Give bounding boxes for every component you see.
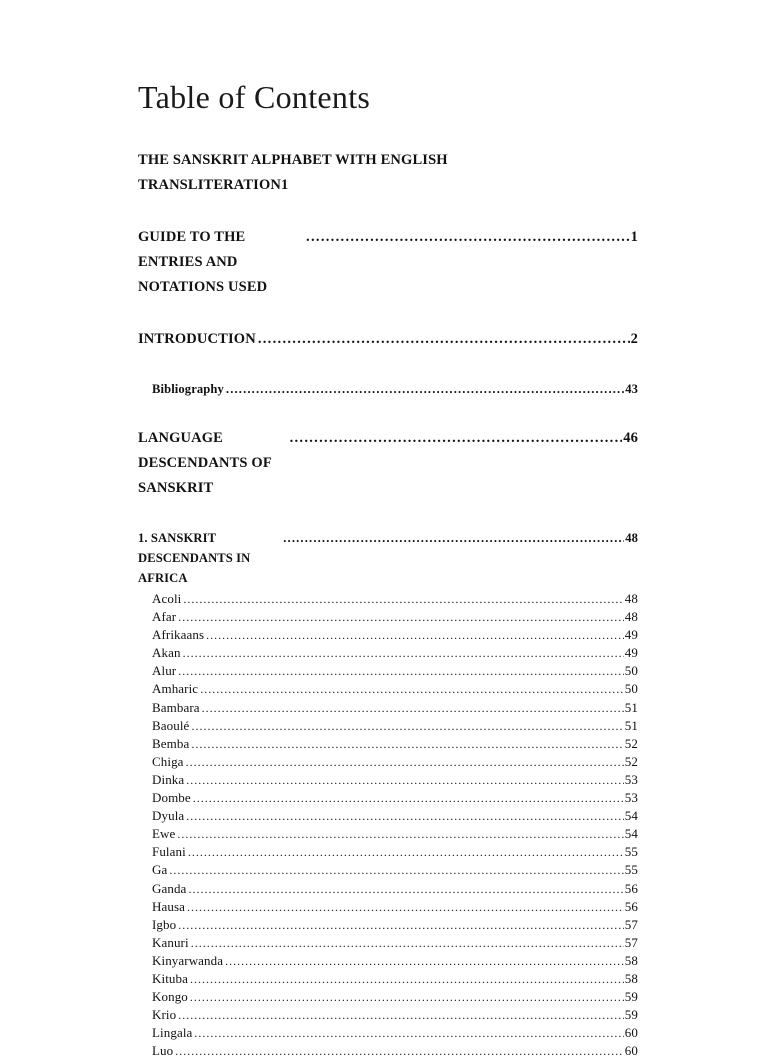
toc-entry-acoli[interactable] <box>152 590 638 608</box>
toc-entry-page-number: 53 <box>624 790 638 806</box>
toc-entry-list <box>138 148 638 1060</box>
dot-leader <box>202 700 624 717</box>
toc-entry-page-number: 58 <box>624 952 638 968</box>
toc-entry-page-number: 60 <box>624 1025 638 1041</box>
dot-leader <box>186 772 624 789</box>
dot-leader <box>178 1007 624 1024</box>
dot-leader <box>169 862 623 879</box>
dot-leader <box>191 736 623 753</box>
dot-leader <box>193 790 624 807</box>
toc-entry-dyula[interactable] <box>152 807 638 825</box>
toc-entry-igbo[interactable] <box>152 916 638 934</box>
toc-entry-label: Hausa <box>152 898 185 914</box>
toc-entry-label: Kituba <box>152 970 188 986</box>
dot-leader <box>188 844 624 861</box>
toc-entry-kituba[interactable] <box>152 970 638 988</box>
toc-entry-page-number: 49 <box>624 627 638 643</box>
dot-leader <box>258 327 630 352</box>
dot-leader <box>178 663 624 680</box>
toc-entry-page-number: 43 <box>625 382 638 396</box>
dot-leader <box>191 718 623 735</box>
toc-entry-page-number: 48 <box>624 609 638 625</box>
toc-entry-page-number: 57 <box>624 916 638 932</box>
toc-entry-alur[interactable] <box>152 662 638 680</box>
toc-entry-label: Ewe <box>152 826 176 842</box>
toc-entry-page-number: 57 <box>624 934 638 950</box>
toc-entry-bibliography[interactable] <box>152 379 638 399</box>
dot-leader <box>178 917 624 934</box>
toc-entry-line2 <box>138 173 638 198</box>
toc-entry-label: Krio <box>152 1007 177 1023</box>
toc-entry-bemba[interactable] <box>152 735 638 753</box>
toc-entry-page-number: 48 <box>624 591 638 606</box>
dot-leader <box>191 935 624 952</box>
dot-leader <box>306 225 630 250</box>
toc-entry-label: Dyula <box>152 808 185 824</box>
toc-entry-page-number: 50 <box>624 663 638 679</box>
toc-entry-chiga[interactable] <box>152 753 638 771</box>
toc-entry-label: INTRODUCTION <box>138 331 256 347</box>
dot-leader <box>226 379 624 399</box>
toc-entry-page-number: 59 <box>624 989 638 1005</box>
toc-entry-page-number: 59 <box>624 1007 638 1023</box>
toc-entry-label: 1. SANSKRIT DESCENDANTS IN AFRICA <box>138 531 253 585</box>
toc-entry-bambara[interactable] <box>152 699 638 717</box>
dot-leader <box>206 627 624 644</box>
toc-entry-luo[interactable] <box>152 1042 638 1060</box>
dot-leader <box>194 1025 623 1042</box>
toc-entry-baoule[interactable] <box>152 717 638 735</box>
toc-entry-akan[interactable] <box>152 644 638 662</box>
toc-entry-label: Dombe <box>152 790 191 806</box>
toc-entry-label: Baoulé <box>152 717 190 733</box>
toc-entry-label: Bemba <box>152 735 190 751</box>
page-title: Table of Contents <box>138 79 371 115</box>
toc-entry-page-number: 56 <box>624 898 638 914</box>
toc-entry-page-number: 51 <box>624 699 638 715</box>
toc-entry-label: Fulani <box>152 844 186 860</box>
toc-entry-ewe[interactable] <box>152 825 638 843</box>
toc-entry-label: Bibliography <box>152 382 224 396</box>
toc-entry-ga[interactable] <box>152 861 638 879</box>
toc-entry-page-number: 2 <box>630 331 638 347</box>
toc-entry-label: Akan <box>152 645 181 661</box>
dot-leader <box>187 899 624 916</box>
dot-leader <box>290 426 623 451</box>
dot-leader <box>183 591 623 608</box>
dot-leader <box>200 681 624 698</box>
dot-leader <box>175 1043 624 1060</box>
dot-leader <box>190 971 624 988</box>
toc-entry-page-number: 46 <box>623 430 638 446</box>
toc-entry-label: Alur <box>152 663 177 679</box>
toc-entry-label: Luo <box>152 1043 174 1059</box>
dot-leader <box>178 609 624 626</box>
toc-entry-label: LANGUAGE DESCENDANTS OF SANSKRIT <box>138 430 276 496</box>
toc-entry-label-cont: TRANSLITERATION <box>138 177 281 193</box>
toc-entry-label: THE SANSKRIT ALPHABET WITH ENGLISH <box>138 152 448 168</box>
toc-entry-page-number: 52 <box>624 735 638 751</box>
toc-entry-label: GUIDE TO THE ENTRIES AND NOTATIONS USED <box>138 229 268 295</box>
toc-content <box>138 78 638 1060</box>
toc-entry-page-number: 51 <box>624 717 638 733</box>
dot-leader <box>177 826 623 843</box>
toc-entry-afar[interactable] <box>152 608 638 626</box>
toc-entry-label: Amharic <box>152 681 199 697</box>
dot-leader <box>186 754 624 771</box>
toc-entry-label: Acoli <box>152 591 182 606</box>
toc-entry-krio[interactable] <box>152 1006 638 1024</box>
dot-leader <box>188 881 623 898</box>
dot-leader <box>283 528 624 548</box>
toc-entry-kongo[interactable] <box>152 988 638 1006</box>
toc-entry-kinyarwanda[interactable] <box>152 952 638 970</box>
toc-entry-fulani[interactable] <box>152 843 638 861</box>
toc-entry-page-number: 58 <box>624 970 638 986</box>
toc-entry-page-number: 54 <box>624 808 638 824</box>
toc-entry-hausa[interactable] <box>152 898 638 916</box>
toc-entry-page-number: 60 <box>624 1043 638 1059</box>
toc-entry-dinka[interactable] <box>152 771 638 789</box>
toc-entry-sanskrit-descendants-africa[interactable] <box>138 528 638 588</box>
dot-leader <box>190 989 624 1006</box>
toc-entry-label: Kongo <box>152 989 188 1005</box>
toc-entry-page-number: 49 <box>624 645 638 661</box>
toc-entry-label: Afrikaans <box>152 627 205 643</box>
toc-entry-label: Lingala <box>152 1025 193 1041</box>
toc-entry-page-number: 56 <box>624 880 638 896</box>
toc-entry-page-number: 50 <box>624 681 638 697</box>
toc-entry-label: Ga <box>152 862 168 878</box>
toc-entry-introduction[interactable] <box>138 327 638 352</box>
toc-entry-label: Kanuri <box>152 934 189 950</box>
toc-entry-label: Dinka <box>152 771 185 787</box>
toc-entry-page-number: 1 <box>281 177 289 193</box>
dot-leader <box>186 808 624 825</box>
toc-entry-label: Igbo <box>152 916 177 932</box>
toc-entry-page-number: 55 <box>624 844 638 860</box>
toc-entry-label: Bambara <box>152 699 200 715</box>
toc-entry-language-descendants[interactable] <box>138 426 638 501</box>
toc-entry-ganda[interactable] <box>152 880 638 898</box>
toc-entry-page-number: 52 <box>624 753 638 769</box>
toc-entry-page-number: 53 <box>624 771 638 787</box>
toc-entry-kanuri[interactable] <box>152 934 638 952</box>
toc-entry-page-number: 55 <box>624 862 638 878</box>
toc-entry-page-number: 54 <box>624 826 638 842</box>
toc-entry-label: Ganda <box>152 880 187 896</box>
toc-entry-page-number: 48 <box>625 531 638 545</box>
toc-entry-page-number: 1 <box>630 229 638 245</box>
toc-entry-dombe[interactable] <box>152 789 638 807</box>
toc-entry-lingala[interactable] <box>152 1024 638 1042</box>
toc-entry-label: Kinyarwanda <box>152 952 224 968</box>
toc-entry-label: Afar <box>152 609 177 625</box>
toc-entry-guide-to-entries[interactable] <box>138 225 638 300</box>
dot-leader <box>225 953 624 970</box>
toc-entry-label: Chiga <box>152 753 184 769</box>
toc-entry-sanskrit-alphabet[interactable] <box>138 148 638 198</box>
toc-entry-afrikaans[interactable] <box>152 626 638 644</box>
dot-leader <box>183 645 624 662</box>
toc-entry-amharic[interactable] <box>152 680 638 698</box>
